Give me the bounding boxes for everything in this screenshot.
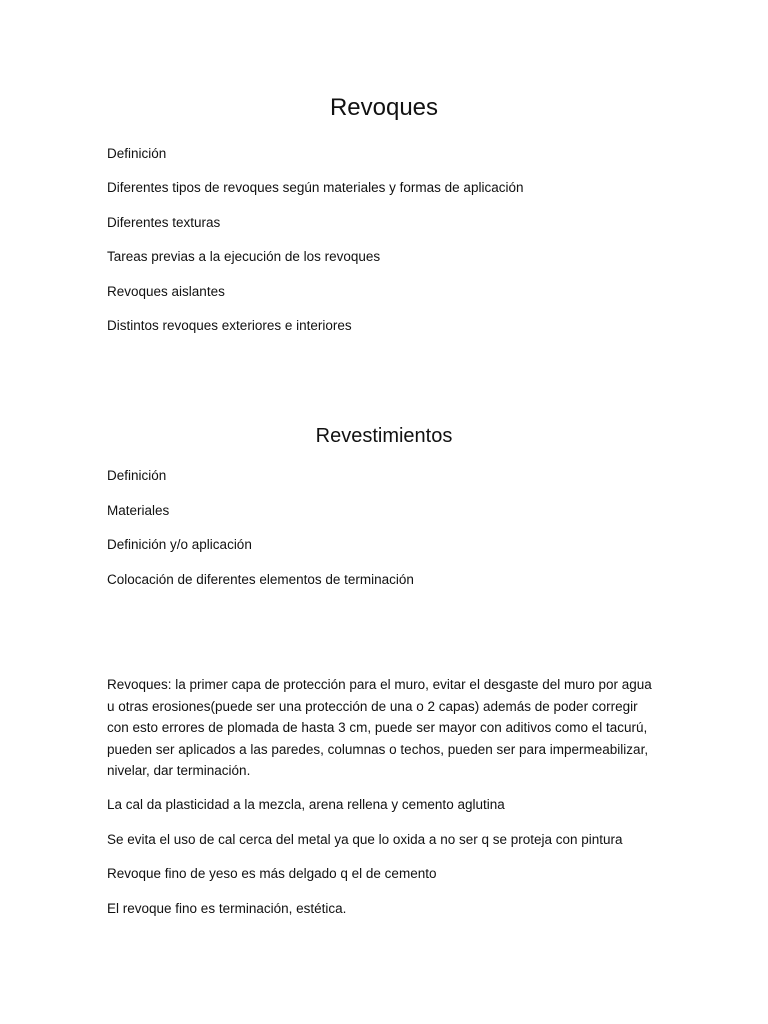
notes-line: Se evita el uso de cal cerca del metal ya que lo oxida a no ser q se proteja con pintura <box>107 832 623 847</box>
heading-revoques: Revoques <box>329 94 439 121</box>
notes-line: Revoque fino de yeso es más delgado q el de cemento <box>107 866 437 881</box>
list-item: Diferentes texturas <box>107 215 221 230</box>
list-item: Definición <box>107 468 167 483</box>
list-item: Definición <box>107 146 167 161</box>
heading-revestimientos: Revestimientos <box>315 425 453 447</box>
notes-paragraph: Revoques: la primer capa de protección para el muro, evitar el desgaste del muro por agua u otras erosiones(puede ser una protección de una o 2 capas) además de poder corregir con esto errores de plomada de hasta 3 cm, puede ser mayor con aditivos como el tacurú, pueden ser aplicados a las paredes, columnas o techos, pueden ser para impermeabilizar, nivelar, dar terminación. <box>107 677 652 778</box>
list-item: Definición y/o aplicación <box>107 537 252 552</box>
list-item: Revoques aislantes <box>107 284 225 299</box>
list-item: Colocación de diferentes elementos de terminación <box>107 572 414 587</box>
notes-line: El revoque fino es terminación, estética. <box>107 901 347 916</box>
list-item: Distintos revoques exteriores e interiores <box>107 318 352 333</box>
list-item: Diferentes tipos de revoques según materiales y formas de aplicación <box>107 180 524 195</box>
list-item: Materiales <box>107 503 170 518</box>
list-item: Tareas previas a la ejecución de los revoques <box>107 249 381 264</box>
notes-line: La cal da plasticidad a la mezcla, arena rellena y cemento aglutina <box>107 797 505 812</box>
